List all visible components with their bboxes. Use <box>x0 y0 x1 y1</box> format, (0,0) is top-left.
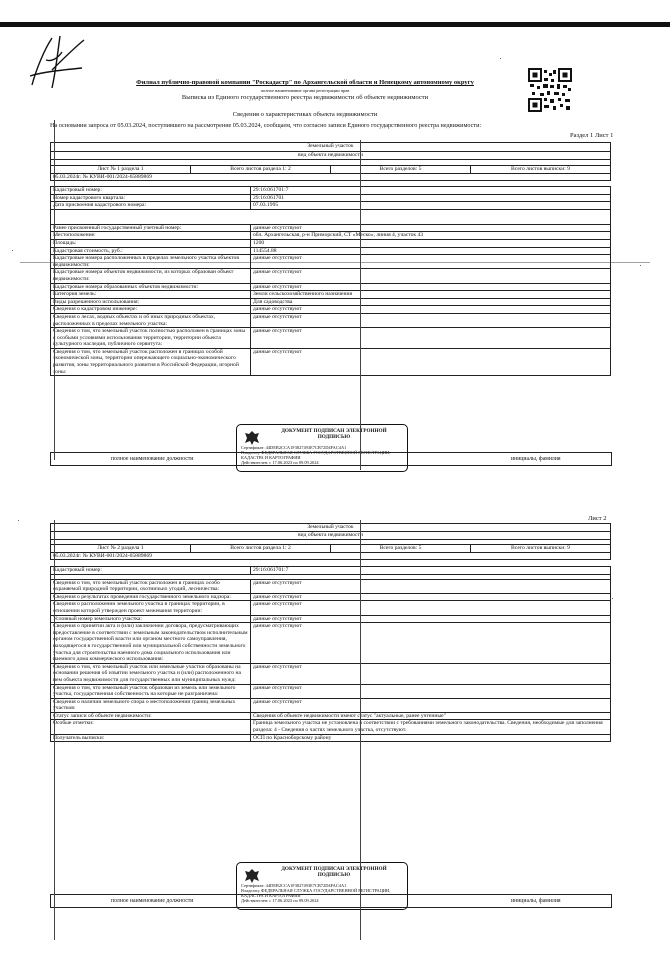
stamp-owner: Владелец: ФЕДЕРАЛЬНАЯ СЛУЖБА ГОСУДАРСТВЕННОЙ РЕГИСТРАЦИИ, КАДАСТРА И КАРТОГРАФИИ <box>241 888 391 898</box>
sections-total: Всего разделов: 5 <box>331 545 471 553</box>
scan-speck <box>612 598 613 599</box>
row-value: 29:16:061701:7 <box>251 187 611 195</box>
row-key: Получатель выписки: <box>51 734 251 742</box>
org-name: Филиал публично-правовой компании "Роскадастр" по Архангельской области и Ненецкому автономному округу <box>136 79 474 86</box>
row-value: данные отсутствуют <box>251 348 611 375</box>
row-key: Дата присвоения кадастрового номера: <box>51 202 251 210</box>
table-row <box>51 328 611 349</box>
object-type: Земельный участок <box>51 143 611 152</box>
scan-speck <box>640 265 641 266</box>
row-key: Сведения о том, что земельный участок расположен в границах особо охраняемой природной территории, охотничьих угодий, лесничества: <box>51 579 251 593</box>
document-id: 05.03.2024г. № КУВИ-001/2024-65889869 <box>51 173 611 181</box>
table-row <box>51 623 611 664</box>
stamp-certificate: Сертификат: 44DEB2CCA1F3827493E7CB72D4FAC4A1 <box>241 883 347 888</box>
stamp-title: ДОКУМЕНТ ПОДПИСАН ЭЛЕКТРОННОЙ ПОДПИСЬЮ <box>281 866 387 878</box>
page1-data-table <box>50 186 611 376</box>
scan-speck <box>12 250 13 251</box>
row-value: 114554.88 <box>251 247 611 255</box>
table-row <box>51 348 611 375</box>
handwritten-signature <box>22 30 92 95</box>
object-type-sub: вид объекта недвижимости <box>51 152 611 160</box>
sheets-in-section: Всего листов раздела 1: 2 <box>191 166 331 174</box>
row-value: данные отсутствуют <box>251 306 611 314</box>
table-row <box>51 283 611 291</box>
row-key: Особые отметки: <box>51 720 251 734</box>
table-row <box>51 593 611 601</box>
row-value: данные отсутствуют <box>251 593 611 601</box>
initials-label: инициалы, фамилия <box>511 456 561 462</box>
row-value: данные отсутствуют <box>251 283 611 291</box>
row-key: Виды разрешенного использования: <box>51 298 251 306</box>
table-row <box>51 698 611 712</box>
row-key: Сведения о результатах проведения государственного земельного надзора: <box>51 593 251 601</box>
row-key: Сведения о наличии земельного спора о местоположении границ земельных участков: <box>51 698 251 712</box>
table-row <box>51 247 611 255</box>
table-row <box>51 194 611 202</box>
row-value: данные отсутствуют <box>251 615 611 623</box>
row-key: Сведения о том, что земельный участок или земельные участки образованы на основании решения об изъятии земельного участка и (или) расположенного на нем объекта недвижимости для государственных или муниципальных нужд: <box>51 663 251 684</box>
sections-total: Всего разделов: 5 <box>331 166 471 174</box>
row-value: 29:16:061701:7 <box>251 567 611 575</box>
row-value: данные отсутствуют <box>251 328 611 349</box>
table-row <box>51 313 611 327</box>
row-value: обл. Архангельская, р-н Приморский, СТ «Меско», линия 4, участок 43 <box>251 232 611 240</box>
row-value: данные отсутствуют <box>251 698 611 712</box>
table-row <box>51 187 611 195</box>
row-key: Номер кадастрового квартала: <box>51 194 251 202</box>
signature-row <box>50 452 612 466</box>
scan-line <box>360 140 361 470</box>
table-row <box>51 202 611 210</box>
table-row <box>51 684 611 698</box>
table-row <box>51 224 611 232</box>
object-type-sub: вид объекта недвижимости <box>51 532 611 540</box>
intro-text: На основании запроса от 05.03.2024, поступившего на рассмотрение 05.03.2024, сообщаем, что согласно записи Единого государственного реестра недвижимости: <box>50 122 482 129</box>
row-key: Кадастровая стоимость, руб.: <box>51 247 251 255</box>
row-key: Сведения о расположении земельного участка в границах территории, в отношении которой утвержден проект межевания территории: <box>51 601 251 615</box>
page2-header-table <box>50 523 611 560</box>
stamp-validity: Действителен: с 17.06.2023 по 09.09.2024 <box>241 898 319 903</box>
scan-line <box>54 520 55 940</box>
row-value: данные отсутствуют <box>251 579 611 593</box>
qr-code <box>528 68 572 112</box>
sheets-in-section: Всего листов раздела 1: 2 <box>191 545 331 553</box>
row-key: Условный номер земельного участка: <box>51 615 251 623</box>
table-row <box>51 615 611 623</box>
row-value: Для садоводства <box>251 298 611 306</box>
table-row <box>51 306 611 314</box>
row-value: данные отсутствуют <box>251 623 611 664</box>
scan-line <box>20 262 650 263</box>
row-value: данные отсутствуют <box>251 684 611 698</box>
row-key: Сведения о том, что земельный участок расположен в границах особой экономической зоны, территории опережающего социально-экономического развития, зоны территориального развития в Российской Федерации, игорной зоны: <box>51 348 251 375</box>
stamp-validity: Действителен: с 17.06.2023 по 09.09.2024 <box>241 460 319 465</box>
row-value: данные отсутствуют <box>251 601 611 615</box>
top-border <box>0 22 670 27</box>
row-value: данные отсутствуют <box>251 269 611 283</box>
row-value: ОСП по Красноборскому району <box>251 734 611 742</box>
org-subtitle: полное наименование органа регистрации прав <box>260 88 350 93</box>
row-key: Кадастровые номера объектов недвижимости, из которых образован объект недвижимости: <box>51 269 251 283</box>
position-label: полное наименование должности <box>111 898 194 904</box>
table-row <box>51 601 611 615</box>
scan-speck <box>500 58 501 59</box>
sheets-total: Всего листов выписки: 9 <box>471 166 611 174</box>
table-row <box>51 567 611 575</box>
object-type: Земельный участок <box>51 524 611 532</box>
stamp-certificate: Сертификат: 44DEB2CCA1F3827493E7CB72D4FAC4A1 <box>241 445 347 450</box>
page1-header-table <box>50 142 611 181</box>
table-row <box>51 232 611 240</box>
table-row <box>51 269 611 283</box>
stamp-title: ДОКУМЕНТ ПОДПИСАН ЭЛЕКТРОННОЙ ПОДПИСЬЮ <box>281 428 387 440</box>
table-row <box>51 663 611 684</box>
row-value: Земли сельскохозяйственного назначения <box>251 291 611 299</box>
position-label: полное наименование должности <box>111 456 194 462</box>
row-key: Кадастровый номер: <box>51 567 251 575</box>
row-key: Категория земель: <box>51 291 251 299</box>
row-key: Площадь: <box>51 239 251 247</box>
table-row <box>51 291 611 299</box>
section-sheet-label: Раздел 1 Лист 1 <box>570 132 614 139</box>
document-id: 05.03.2024г. № КУВИ-001/2024-65889869 <box>51 552 611 560</box>
table-row <box>51 720 611 734</box>
row-key: Сведения о лесах, водных объектах и об иных природных объектах, расположенных в пределах земельного участка: <box>51 313 251 327</box>
row-key: Местоположение: <box>51 232 251 240</box>
row-key: Сведения о кадастровом инженере: <box>51 306 251 314</box>
table-row <box>51 239 611 247</box>
row-key: Сведения о том, что земельный участок полностью расположен в границах зоны с особыми условиями использования территории, территории объекта культурного наследия, публичного сервитута: <box>51 328 251 349</box>
table-row <box>51 734 611 742</box>
row-key: Статус записи об объекте недвижимости: <box>51 712 251 720</box>
row-value: данные отсутствуют <box>251 224 611 232</box>
row-value: 1200 <box>251 239 611 247</box>
row-key: Сведения о принятии акта и (или) заключении договора, предусматривающих предоставление в соответствии с земельным законодательством исполнительным органом государственной власти или органом местного самоуправления, находящегося в государственной или муниципальной собственности земельного участка для строительства наемного дома социального использования или наемного дома коммерческого использования: <box>51 623 251 664</box>
sheet-number: Лист № 2 раздела 1 <box>51 545 191 553</box>
row-key: Ранее присвоенный государственный учетный номер: <box>51 224 251 232</box>
scan-line <box>360 520 361 940</box>
row-value: Граница земельного участка не установлена в соответствии с требованиями земельного законодательства. Сведения, необходимые для заполнения раздела: 4 - Сведения о частях земельного участка, отсутствуют. <box>251 720 611 734</box>
stamp-owner: Владелец: ФЕДЕРАЛЬНАЯ СЛУЖБА ГОСУДАРСТВЕННОЙ РЕГИСТРАЦИИ, КАДАСТРА И КАРТОГРАФИИ <box>241 450 391 460</box>
initials-label: инициалы, фамилия <box>511 898 561 904</box>
sheet-2-label: Лист 2 <box>588 515 607 522</box>
sheet-number: Лист № 1 раздела 1 <box>51 166 191 174</box>
scan-line <box>54 120 55 460</box>
scan-speck <box>18 520 19 521</box>
row-key: Кадастровые номера образованных объектов недвижимости: <box>51 283 251 291</box>
section-title: Сведения о характеристиках объекта недвижимости <box>232 111 378 118</box>
row-value: данные отсутствуют <box>251 663 611 684</box>
row-key: Кадастровые номера расположенных в пределах земельного участка объектов недвижимости: <box>51 255 251 269</box>
sheets-total: Всего листов выписки: 9 <box>471 545 611 553</box>
row-value: 07.03.1995 <box>251 202 611 210</box>
table-row <box>51 579 611 593</box>
row-key: Кадастровый номер: <box>51 187 251 195</box>
table-row <box>51 298 611 306</box>
page2-data-table <box>50 566 611 742</box>
row-value: данные отсутствуют <box>251 313 611 327</box>
row-value: Сведения об объекте недвижимости имеют статус "актуальные, ранее учтенные" <box>251 712 611 720</box>
row-key: Сведения о том, что земельный участок образован из земель или земельного участка, государственная собственность на которые не разграничена: <box>51 684 251 698</box>
row-value: данные отсутствуют <box>251 255 611 269</box>
row-value: 29:16:061701 <box>251 194 611 202</box>
document-title: Выписка из Единого государственного реестра недвижимости об объекте недвижимости <box>181 94 429 101</box>
table-row <box>51 712 611 720</box>
signature-row <box>50 894 612 908</box>
